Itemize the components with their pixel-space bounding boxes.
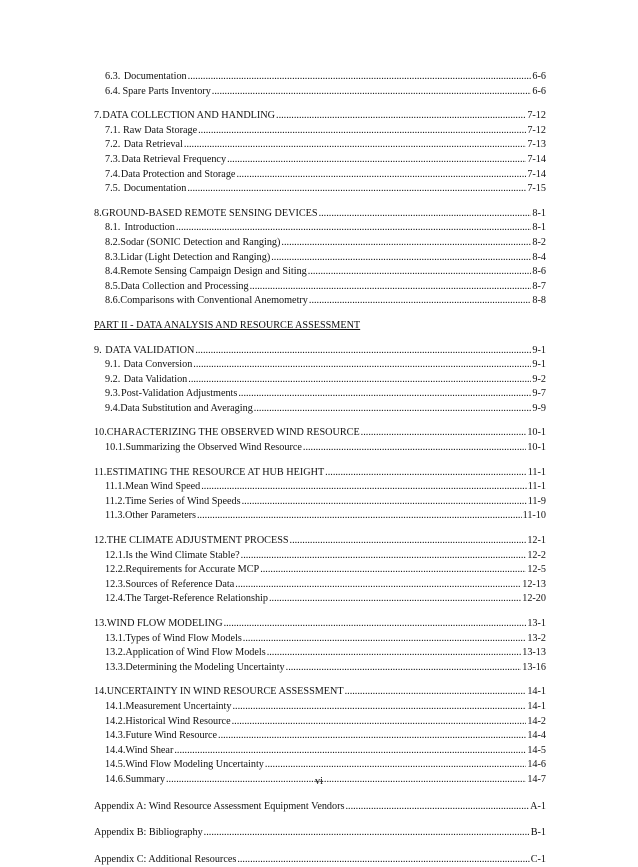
toc-leader-dots xyxy=(243,632,527,647)
toc-leader-dots xyxy=(242,495,527,510)
toc-leader-dots xyxy=(269,592,521,607)
toc-leader-dots xyxy=(345,800,529,815)
toc-entry-number: 14.2. xyxy=(105,715,126,727)
toc-entry-title: Introduction xyxy=(124,222,175,234)
toc-entry-title: Documentation xyxy=(123,71,187,82)
toc-entry-page: 14-1 xyxy=(527,686,546,698)
toc-entry-number: 13.3. xyxy=(105,661,126,673)
toc-entry-title: Data Protection and Storage xyxy=(120,168,236,180)
toc-leader-dots xyxy=(184,138,526,153)
toc-chapter-entry[interactable] xyxy=(94,534,546,549)
toc-entry-page: 7-14 xyxy=(527,168,546,180)
toc-subsection-entry[interactable] xyxy=(94,138,546,153)
toc-entry-page: 9-9 xyxy=(532,402,546,414)
toc-entry-title: Data Retrieval xyxy=(123,139,183,151)
toc-entry-page: 8-6 xyxy=(532,266,546,278)
toc-entry-title: GROUND-BASED REMOTE SENSING DEVICES xyxy=(101,207,318,219)
toc-leader-dots xyxy=(188,373,531,388)
toc-subsection-entry[interactable] xyxy=(94,549,546,564)
toc-entry-title: Spare Parts Inventory xyxy=(122,85,211,97)
toc-leader-dots xyxy=(227,153,526,168)
toc-subsection-entry[interactable] xyxy=(94,661,546,676)
toc-entry-title: Sodar (SONIC Detection and Ranging) xyxy=(120,236,281,248)
toc-entry-page: B-1 xyxy=(530,827,546,839)
toc-entry-number: 9.1. xyxy=(105,359,121,371)
toc-subsection-entry[interactable] xyxy=(94,358,546,373)
toc-entry-page: A-1 xyxy=(530,800,546,812)
table-of-contents xyxy=(94,70,546,867)
toc-leader-dots xyxy=(281,236,531,251)
toc-leader-dots xyxy=(201,480,526,495)
toc-leader-dots xyxy=(235,578,521,593)
toc-entry-number: 12.4. xyxy=(105,593,126,605)
toc-entry-page: 14-1 xyxy=(527,700,546,712)
toc-leader-dots xyxy=(276,109,526,124)
toc-chapter-entry[interactable] xyxy=(94,109,546,124)
toc-entry-number: 13.1. xyxy=(105,632,126,644)
toc-subsection-entry[interactable] xyxy=(94,221,546,236)
toc-entry-title: ESTIMATING THE RESOURCE AT HUB HEIGHT xyxy=(106,466,325,478)
toc-entry-number: 7.3. xyxy=(105,153,121,165)
toc-subsection-entry[interactable] xyxy=(94,236,546,251)
toc-leader-dots xyxy=(361,426,527,441)
toc-chapter-entry[interactable] xyxy=(94,426,546,441)
toc-subsection-entry[interactable] xyxy=(94,509,546,524)
toc-entry-page: 7-12 xyxy=(527,110,546,122)
toc-entry-title: Data Collection and Processing xyxy=(120,280,249,292)
toc-entry-title: Appendix C: Additional Resources xyxy=(94,853,237,865)
toc-entry-page: 9-1 xyxy=(532,359,546,371)
toc-leader-dots xyxy=(237,853,529,867)
toc-entry-number: 11.1. xyxy=(105,481,125,493)
toc-entry-page: C-1 xyxy=(530,853,546,865)
toc-leader-dots xyxy=(325,466,527,481)
toc-entry-page: 13-16 xyxy=(522,661,546,673)
toc-entry-number: 7.2. xyxy=(105,139,121,151)
toc-spacer xyxy=(94,309,546,319)
toc-entry-page: 6-6 xyxy=(532,71,546,82)
toc-leader-dots xyxy=(187,182,526,197)
toc-entry-number: 8. xyxy=(94,207,102,219)
toc-entry-number: 12.3. xyxy=(105,578,126,590)
toc-entry-page: 13-2 xyxy=(527,632,546,644)
toc-entry-page: 6-6 xyxy=(532,85,546,97)
toc-subsection-entry[interactable] xyxy=(94,632,546,647)
toc-subsection-entry[interactable] xyxy=(94,729,546,744)
toc-entry-page: 12-1 xyxy=(527,535,546,547)
toc-entry-number: 13.2. xyxy=(105,647,126,659)
toc-subsection-entry[interactable] xyxy=(94,182,546,197)
toc-entry-page: 7-13 xyxy=(527,139,546,151)
toc-entry-page: 12-20 xyxy=(522,593,546,605)
toc-leader-dots xyxy=(232,700,526,715)
toc-entry-title: Is the Wind Climate Stable? xyxy=(125,549,240,561)
toc-entry-page: 8-2 xyxy=(532,236,546,248)
toc-subsection-entry[interactable] xyxy=(94,168,546,183)
toc-spacer xyxy=(94,197,546,207)
toc-entry-title: Data Substitution and Averaging xyxy=(120,402,253,414)
toc-leader-dots xyxy=(250,280,532,295)
toc-entry-number: 12.2. xyxy=(105,564,126,576)
toc-entry-title: Appendix B: Bibliography xyxy=(94,827,203,839)
toc-entry-title: Future Wind Resource xyxy=(125,730,218,742)
toc-entry-title: Mean Wind Speed xyxy=(125,481,201,493)
toc-leader-dots xyxy=(319,207,532,222)
toc-entry-number: 9.4. xyxy=(105,402,121,414)
toc-leader-dots xyxy=(204,826,530,841)
toc-leader-dots xyxy=(188,70,532,85)
toc-entry-number: 9. xyxy=(94,344,102,356)
toc-spacer xyxy=(94,841,546,853)
toc-entry-page: 8-8 xyxy=(532,295,546,307)
toc-entry-title: DATA VALIDATION xyxy=(105,344,195,356)
toc-entry-title: Historical Wind Resource xyxy=(125,715,231,727)
toc-entry-number: 7. xyxy=(94,110,102,122)
toc-spacer xyxy=(94,814,546,826)
toc-entry-number: 11. xyxy=(94,466,107,478)
toc-entry-page: 14-7 xyxy=(527,773,546,785)
toc-entry-title: DATA COLLECTION AND HANDLING xyxy=(102,110,276,122)
toc-entry-page: 14-5 xyxy=(527,744,546,756)
toc-entry-title: Documentation xyxy=(123,183,187,195)
toc-leader-dots xyxy=(267,646,522,661)
page-number: vi xyxy=(315,776,323,787)
toc-chapter-entry[interactable] xyxy=(94,344,546,359)
toc-entry-number: 8.6. xyxy=(105,295,121,307)
toc-entry-page: 7-14 xyxy=(527,153,546,165)
toc-chapter-entry[interactable] xyxy=(94,617,546,632)
toc-chapter-entry[interactable] xyxy=(94,207,546,222)
toc-subsection-entry[interactable] xyxy=(94,744,546,759)
toc-leader-dots xyxy=(193,358,531,373)
toc-entry-title: Time Series of Wind Speeds xyxy=(125,495,241,507)
toc-entry-title: Application of Wind Flow Models xyxy=(125,647,266,659)
toc-entry-title: Post-Validation Adjustments xyxy=(121,388,238,400)
toc-entry-page: 7-12 xyxy=(527,124,546,136)
toc-entry-number: 14.1. xyxy=(105,700,126,712)
toc-leader-dots xyxy=(254,402,532,417)
toc-entry-title: Data Validation xyxy=(123,373,188,385)
toc-leader-dots xyxy=(212,85,532,100)
toc-entry-title: WIND FLOW MODELING xyxy=(106,618,223,629)
toc-entry-number: 12. xyxy=(94,535,107,547)
toc-subsection-entry[interactable] xyxy=(94,592,546,607)
toc-subsection-entry[interactable] xyxy=(94,646,546,661)
toc-entry-number: 14.3. xyxy=(105,730,126,742)
toc-subsection-entry[interactable] xyxy=(94,70,546,85)
toc-entry-title: Data Retrieval Frequency xyxy=(121,153,227,165)
toc-spacer xyxy=(94,524,546,534)
toc-entry-number: 8.2. xyxy=(105,236,121,248)
toc-entry-number: 14.5. xyxy=(105,759,126,771)
toc-entry-number: 11.3. xyxy=(105,510,125,522)
toc-subsection-entry[interactable] xyxy=(94,700,546,715)
toc-leader-dots xyxy=(303,441,526,456)
toc-entry-page: 13-1 xyxy=(527,618,546,629)
toc-entry-page: 9-1 xyxy=(532,344,546,356)
toc-spacer xyxy=(94,334,546,344)
toc-leader-dots xyxy=(265,758,526,773)
toc-entry-page: 12-5 xyxy=(527,564,546,576)
toc-spacer xyxy=(94,788,546,800)
toc-leader-dots xyxy=(218,729,526,744)
toc-entry-title: Appendix A: Wind Resource Assessment Equipment Vendors xyxy=(94,800,345,812)
toc-entry-page: 10-1 xyxy=(527,442,546,454)
toc-entry-page: 11-9 xyxy=(527,495,546,507)
toc-leader-dots xyxy=(176,221,532,236)
toc-entry-title: Data Conversion xyxy=(123,359,193,371)
toc-entry-page: 7-15 xyxy=(527,183,546,195)
toc-subsection-entry[interactable] xyxy=(94,441,546,456)
toc-entry-number: 7.4. xyxy=(105,168,121,180)
toc-entry-title: Remote Sensing Campaign Design and Siting xyxy=(120,266,307,278)
toc-subsection-entry[interactable] xyxy=(94,563,546,578)
toc-entry-page: 12-2 xyxy=(527,549,546,561)
toc-entry-number: 10.1. xyxy=(105,442,126,454)
toc-entry-page: 8-1 xyxy=(532,222,546,234)
toc-leader-dots xyxy=(198,124,526,139)
toc-entry-page: 14-4 xyxy=(527,730,546,742)
toc-entry-title: Sources of Reference Data xyxy=(125,578,235,590)
toc-subsection-entry[interactable] xyxy=(94,578,546,593)
toc-leader-dots xyxy=(241,549,527,564)
toc-leader-dots xyxy=(224,617,527,632)
toc-subsection-entry[interactable] xyxy=(94,387,546,402)
toc-entry-number: 10. xyxy=(94,427,107,439)
toc-entry-title: Comparisons with Conventional Anemometry xyxy=(120,295,308,307)
toc-leader-dots xyxy=(271,251,531,266)
toc-entry-page: 10-1 xyxy=(527,427,546,439)
toc-entry-page: 13-13 xyxy=(522,647,546,659)
toc-entry-page: 8-7 xyxy=(532,280,546,292)
toc-entry-number: 7.1. xyxy=(105,124,121,136)
toc-entry-title: THE CLIMATE ADJUSTMENT PROCESS xyxy=(106,535,289,547)
toc-entry-page: 11-1 xyxy=(527,466,546,478)
toc-subsection-entry[interactable] xyxy=(94,480,546,495)
toc-appendix-entry[interactable] xyxy=(94,853,546,867)
toc-subsection-entry[interactable] xyxy=(94,153,546,168)
toc-leader-dots xyxy=(308,265,532,280)
toc-leader-dots xyxy=(236,168,526,183)
toc-part-heading[interactable]: PART II - DATA ANALYSIS AND RESOURCE ASSESSMENT xyxy=(94,319,361,331)
toc-leader-dots xyxy=(238,387,531,402)
toc-entry-title: Types of Wind Flow Models xyxy=(125,632,242,644)
toc-leader-dots xyxy=(232,715,527,730)
toc-entry-page: 8-1 xyxy=(532,207,546,219)
toc-entry-number: 13. xyxy=(94,618,107,629)
toc-entry-number: 14.6. xyxy=(105,773,126,785)
toc-subsection-entry[interactable] xyxy=(94,85,546,100)
toc-appendix-entry[interactable] xyxy=(94,800,546,815)
toc-entry-title: Determining the Modeling Uncertainty xyxy=(125,661,285,673)
toc-entry-page: 11-1 xyxy=(527,481,546,493)
toc-spacer xyxy=(94,675,546,685)
toc-entry-number: 8.4. xyxy=(105,266,121,278)
toc-entry-title: Summarizing the Observed Wind Resource xyxy=(125,442,302,454)
toc-entry-page: 12-13 xyxy=(522,578,546,590)
toc-entry-title: Measurement Uncertainty xyxy=(125,700,232,712)
toc-leader-dots xyxy=(290,534,527,549)
toc-entry-title: The Target-Reference Relationship xyxy=(125,593,268,605)
toc-entry-title: Summary xyxy=(125,773,165,785)
toc-leader-dots xyxy=(286,661,522,676)
toc-spacer xyxy=(94,99,546,109)
toc-entry-number: 6.4. xyxy=(105,85,121,97)
toc-entry-title: Other Parameters xyxy=(125,510,196,522)
toc-chapter-entry[interactable] xyxy=(94,466,546,481)
toc-subsection-entry[interactable] xyxy=(94,294,546,309)
toc-spacer xyxy=(94,456,546,466)
toc-entry-title: Wind Shear xyxy=(125,744,174,756)
toc-entry-number: 6.3. xyxy=(105,71,121,82)
toc-leader-dots xyxy=(260,563,526,578)
toc-subsection-entry[interactable] xyxy=(94,265,546,280)
toc-entry-page: 14-6 xyxy=(527,759,546,771)
toc-entry-page: 9-7 xyxy=(532,388,546,400)
toc-subsection-entry[interactable] xyxy=(94,715,546,730)
toc-entry-title: Raw Data Storage xyxy=(122,124,198,136)
toc-entry-title: Requirements for Accurate MCP xyxy=(125,564,260,576)
toc-subsection-entry[interactable] xyxy=(94,280,546,295)
toc-leader-dots xyxy=(174,744,526,759)
toc-subsection-entry[interactable] xyxy=(94,373,546,388)
toc-entry-number: 7.5. xyxy=(105,183,121,195)
toc-entry-title: Wind Flow Modeling Uncertainty xyxy=(125,759,264,771)
toc-entry-number: 12.1. xyxy=(105,549,126,561)
toc-entry-title: Lidar (Light Detection and Ranging) xyxy=(120,251,271,263)
toc-subsection-entry[interactable] xyxy=(94,758,546,773)
toc-entry-page: 11-10 xyxy=(522,510,546,522)
toc-leader-dots xyxy=(345,685,527,700)
toc-subsection-entry[interactable] xyxy=(94,124,546,139)
toc-entry-number: 9.2. xyxy=(105,373,121,385)
toc-subsection-entry[interactable] xyxy=(94,495,546,510)
toc-entry-number: 9.3. xyxy=(105,388,121,400)
toc-spacer xyxy=(94,416,546,426)
toc-spacer xyxy=(94,607,546,617)
toc-entry-number: 8.5. xyxy=(105,280,121,292)
toc-entry-page: 9-2 xyxy=(532,373,546,385)
toc-leader-dots xyxy=(197,509,522,524)
toc-entry-page: 8-4 xyxy=(532,251,546,263)
toc-entry-title: UNCERTAINTY IN WIND RESOURCE ASSESSMENT xyxy=(106,686,344,698)
toc-leader-dots xyxy=(195,344,531,359)
toc-entry-title: CHARACTERIZING THE OBSERVED WIND RESOURCE xyxy=(106,427,360,439)
toc-entry-number: 14. xyxy=(94,686,107,698)
toc-leader-dots xyxy=(309,294,532,309)
toc-subsection-entry[interactable] xyxy=(94,251,546,266)
toc-entry-number: 8.3. xyxy=(105,251,121,263)
toc-entry-number: 11.2. xyxy=(105,495,125,507)
toc-subsection-entry[interactable] xyxy=(94,402,546,417)
toc-entry-page: 14-2 xyxy=(527,715,546,727)
toc-entry-number: 14.4. xyxy=(105,744,126,756)
toc-appendix-entry[interactable] xyxy=(94,826,546,841)
toc-entry-number: 8.1. xyxy=(105,222,121,234)
toc-chapter-entry[interactable] xyxy=(94,685,546,700)
